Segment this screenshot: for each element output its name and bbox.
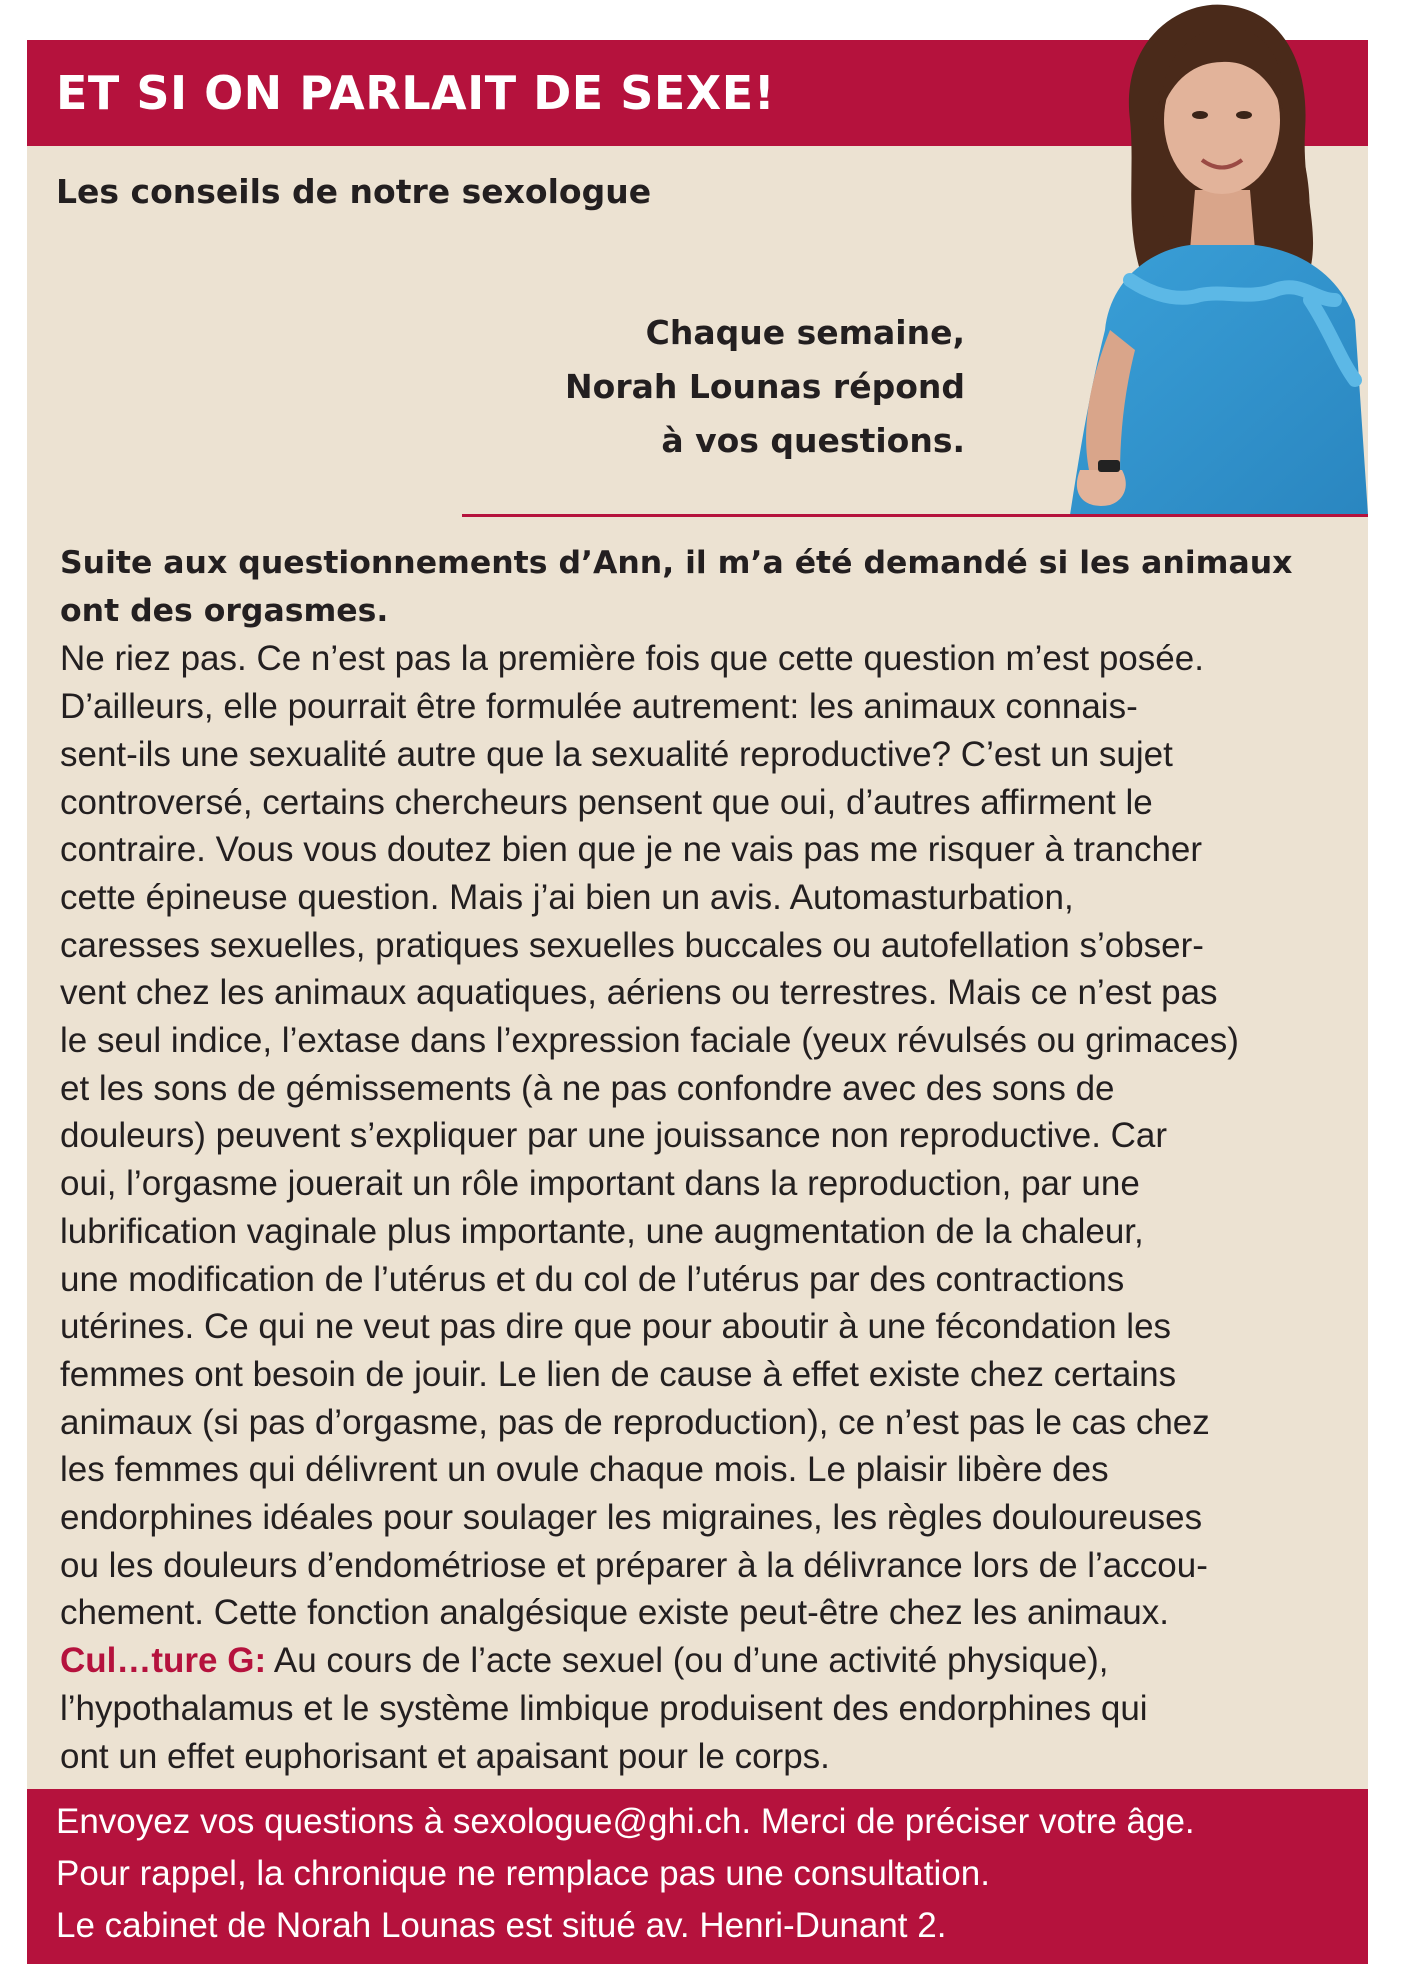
intro-line: Chaque semaine,: [645, 313, 965, 352]
body-line: ont un effet euphorisant et apaisant pour le corps.: [60, 1736, 830, 1776]
body-line: et les sons de gémissements (à ne pas confondre avec des sons de: [60, 1068, 1115, 1108]
intro-text: [565, 306, 965, 468]
body-line: les femmes qui délivrent un ovule chaque mois. Le plaisir libère des: [60, 1450, 1109, 1490]
body-line: cette épineuse question. Mais j’ai bien un avis. Automasturbation,: [60, 877, 1074, 917]
body-line: ou les douleurs d’endométriose et préparer à la délivrance lors de l’accou-: [60, 1545, 1208, 1585]
body-line: Ne riez pas. Ce n’est pas la première fois que cette question m’est posée.: [60, 639, 1204, 679]
column-title: ET SI ON PARLAIT DE SEXE!: [56, 66, 776, 120]
body-line: sent-ils une sexualité autre que la sexualité reproductive? C’est un sujet: [60, 734, 1173, 774]
culture-label: Cul…ture G:: [60, 1641, 267, 1681]
body-line: une modification de l’utérus et du col de l’utérus par des contractions: [60, 1259, 1125, 1299]
culture-line: [60, 1637, 1350, 1685]
question-line: ont des orgasmes.: [60, 592, 389, 629]
footer-line: Envoyez vos questions à sexologue@ghi.ch. Merci de préciser votre âge.: [56, 1802, 1195, 1841]
culture-text: Au cours de l’acte sexuel (ou d’une activité physique),: [266, 1641, 1109, 1681]
body-line: lubrification vaginale plus importante, une augmentation de la chaleur,: [60, 1211, 1144, 1251]
body-line: vent chez les animaux aquatiques, aériens ou terrestres. Mais ce n’est pas: [60, 973, 1218, 1013]
intro-line: à vos questions.: [661, 421, 965, 460]
body-line: oui, l’orgasme jouerait un rôle important dans la reproduction, par une: [60, 1164, 1140, 1204]
body-line: chement. Cette fonction analgésique existe peut-être chez les animaux.: [60, 1593, 1169, 1633]
body-line: l’hypothalamus et le système limbique produisent des endorphines qui: [60, 1688, 1148, 1728]
author-portrait: [1010, 0, 1368, 515]
footer-line: Pour rappel, la chronique ne remplace pas une consultation.: [56, 1854, 990, 1893]
body-line: caresses sexuelles, pratiques sexuelles buccales ou autofellation s’obser-: [60, 925, 1204, 965]
body-line: le seul indice, l’extase dans l’expression faciale (yeux révulsés ou grimaces): [60, 1021, 1239, 1061]
section-divider: [462, 514, 1368, 517]
body-line: endorphines idéales pour soulager les migraines, les règles douloureuses: [60, 1498, 1203, 1538]
column-subtitle: Les conseils de notre sexologue: [56, 172, 652, 211]
body-line: femmes ont besoin de jouir. Le lien de cause à effet existe chez certains: [60, 1354, 1177, 1394]
article-body: [60, 540, 1350, 1780]
body-line: douleurs) peuvent s’expliquer par une jouissance non reproductive. Car: [60, 1116, 1168, 1156]
intro-line: Norah Lounas répond: [565, 367, 965, 406]
footer-text: [56, 1796, 1195, 1952]
body-line: utérines. Ce qui ne veut pas dire que pour aboutir à une fécondation les: [60, 1307, 1172, 1347]
body-line: contraire. Vous vous doutez bien que je ne vais pas me risquer à trancher: [60, 830, 1203, 870]
body-line: animaux (si pas d’orgasme, pas de reproduction), ce n’est pas le cas chez: [60, 1402, 1210, 1442]
question-line: Suite aux questionnements d’Ann, il m’a été demandé si les animaux: [60, 545, 1293, 581]
footer-line: Le cabinet de Norah Lounas est situé av. Henri-Dunant 2.: [56, 1906, 947, 1945]
body-line: controversé, certains chercheurs pensent que oui, d’autres affirment le: [60, 782, 1153, 822]
body-line: D’ailleurs, elle pourrait être formulée autrement: les animaux connais-: [60, 687, 1138, 727]
